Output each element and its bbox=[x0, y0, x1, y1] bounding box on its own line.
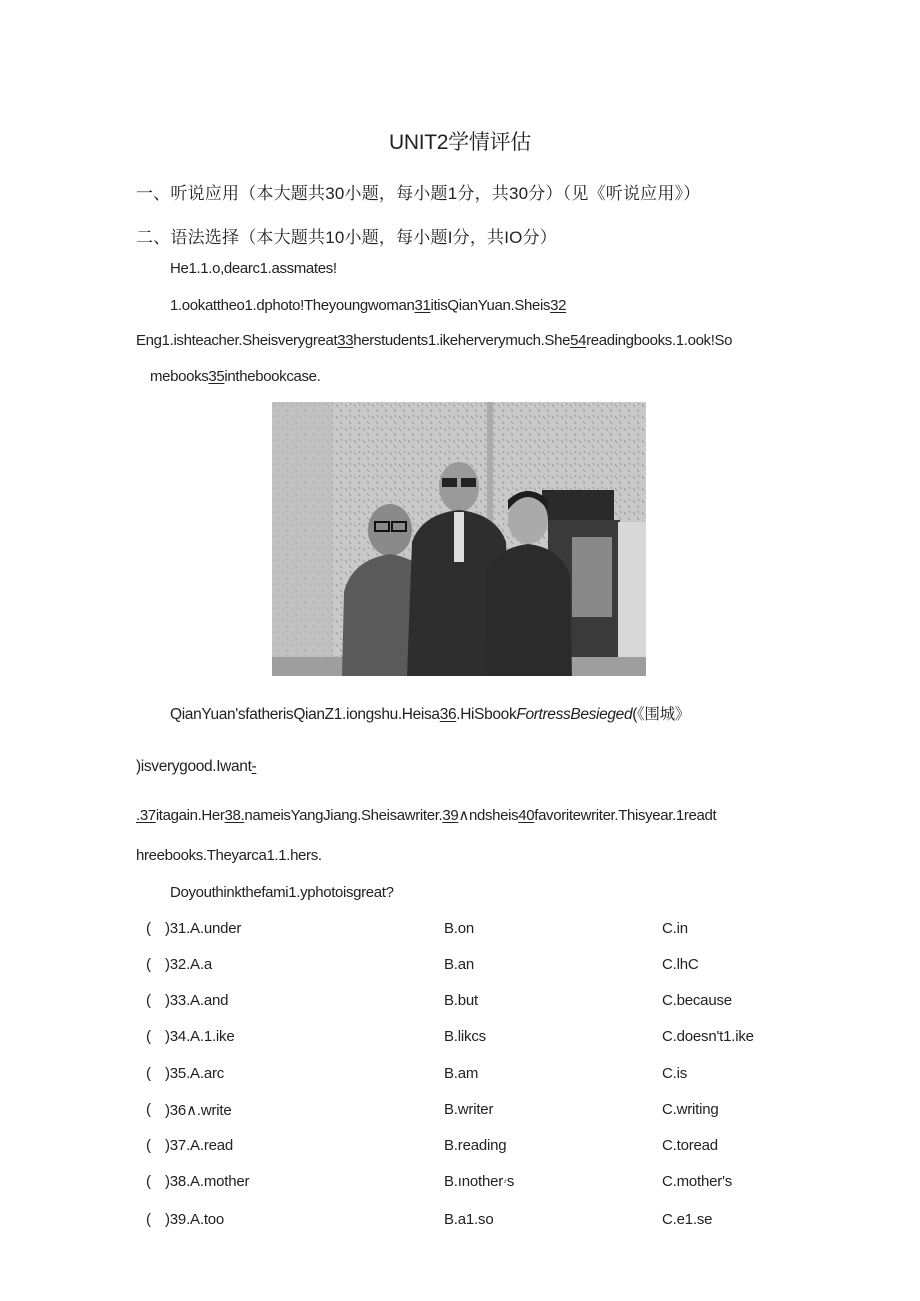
family-photo bbox=[272, 402, 646, 676]
option-b[interactable]: B.a1.so bbox=[444, 1211, 494, 1228]
option-c[interactable]: C.writing bbox=[662, 1101, 719, 1118]
passage-greeting: He1.1.o,dearc1.assmates! bbox=[170, 260, 337, 277]
option-a[interactable]: )38.A.mother bbox=[165, 1173, 250, 1190]
option-b[interactable]: B.reading bbox=[444, 1137, 507, 1154]
passage-line: hreebooks.Theyarca1.1.hers. bbox=[136, 847, 322, 864]
option-a[interactable]: )39.A.too bbox=[165, 1211, 225, 1228]
answer-paren[interactable]: ( bbox=[146, 992, 151, 1009]
section-listening-heading: 一、听说应用（本大题共30小题，每小题1分，共30分）（见《听说应用》） bbox=[136, 184, 701, 203]
passage-text: inthebookcase. bbox=[224, 368, 321, 385]
answer-paren[interactable]: ( bbox=[146, 1211, 151, 1228]
passage-line bbox=[136, 332, 732, 349]
passage-text: mebooks bbox=[150, 368, 209, 385]
answer-paren[interactable]: ( bbox=[146, 1028, 151, 1045]
answer-paren[interactable]: ( bbox=[146, 1101, 151, 1118]
option-b[interactable]: B.but bbox=[444, 992, 479, 1009]
option-a[interactable]: )33.A.and bbox=[165, 992, 229, 1009]
option-c[interactable]: C.in bbox=[662, 920, 688, 937]
answer-paren[interactable]: ( bbox=[146, 1065, 151, 1082]
passage-text: favoritewriter.Thisyear.1readt bbox=[534, 807, 717, 824]
option-b[interactable]: B.writer bbox=[444, 1101, 494, 1118]
blank-34: 54 bbox=[570, 332, 587, 349]
option-b[interactable]: B.likcs bbox=[444, 1028, 486, 1045]
answer-paren[interactable]: ( bbox=[146, 920, 151, 937]
answer-paren[interactable]: ( bbox=[146, 956, 151, 973]
passage-line bbox=[136, 758, 256, 776]
passage-text: herstudents1.ikeherverymuch.She bbox=[353, 332, 571, 349]
passage-text: .HiSbook bbox=[456, 706, 517, 723]
blank-38: 38. bbox=[224, 807, 245, 824]
option-c[interactable]: C.is bbox=[662, 1065, 688, 1082]
option-b[interactable]: B.an bbox=[444, 956, 475, 973]
blank-39: 39 bbox=[442, 807, 459, 824]
blank-40: 40 bbox=[518, 807, 535, 824]
passage-text: QianYuan'sfatherisQianZ1.iongshu.Heisa bbox=[170, 706, 440, 723]
passage-text: Eng1.ishteacher.Sheisverygreat bbox=[136, 332, 338, 349]
passage-question: Doyouthinkthefami1.yphotoisgreat? bbox=[170, 884, 394, 901]
blank-36: 36 bbox=[439, 706, 457, 723]
passage-text: nameisYangJiang.Sheisawriter. bbox=[244, 807, 443, 824]
blank-37-lead: - bbox=[251, 758, 257, 775]
blank-31: 31 bbox=[414, 297, 431, 314]
option-c[interactable]: C.toread bbox=[662, 1137, 718, 1154]
book-title: FortressBesieged bbox=[516, 706, 633, 723]
answer-paren[interactable]: ( bbox=[146, 1173, 151, 1190]
passage-line bbox=[170, 702, 690, 724]
option-c[interactable]: C.doesn't1.ike bbox=[662, 1028, 754, 1045]
passage-line bbox=[150, 368, 320, 385]
answer-paren[interactable]: ( bbox=[146, 1137, 151, 1154]
section-grammar-heading: 二、语法选择（本大题共10小题，每小题I分，共IO分） bbox=[136, 228, 557, 247]
blank-37: .37 bbox=[136, 807, 156, 824]
option-a[interactable]: )32.A.a bbox=[165, 956, 212, 973]
passage-text: )isverygood.Iwant bbox=[136, 758, 252, 775]
option-c[interactable]: C.e1.se bbox=[662, 1211, 713, 1228]
option-c[interactable]: C.lhC bbox=[662, 956, 699, 973]
page-title: UNIT2学情评估 bbox=[389, 131, 531, 154]
blank-33: 33 bbox=[337, 332, 354, 349]
passage-text: readingbooks.1.ook!So bbox=[586, 332, 733, 349]
passage-text: itisQianYuan.Sheis bbox=[430, 297, 551, 314]
passage-line bbox=[136, 806, 716, 824]
passage-text: itagain.Her bbox=[155, 807, 225, 824]
option-a[interactable]: )34.A.1.ike bbox=[165, 1028, 235, 1045]
option-a[interactable]: )36∧.write bbox=[165, 1102, 232, 1119]
option-c[interactable]: C.mother's bbox=[662, 1173, 733, 1190]
option-b[interactable]: B.on bbox=[444, 920, 475, 937]
option-b[interactable]: B.am bbox=[444, 1065, 479, 1082]
option-a[interactable]: )37.A.read bbox=[165, 1137, 234, 1154]
passage-text: 1.ookattheo1.dphoto!Theyoungwoman bbox=[170, 297, 415, 314]
option-a[interactable]: )31.A.under bbox=[165, 920, 242, 937]
option-b[interactable]: B.ınotherۥs bbox=[444, 1173, 515, 1190]
passage-line bbox=[170, 297, 566, 314]
passage-text: (《围城》 bbox=[632, 706, 690, 723]
option-c[interactable]: C.because bbox=[662, 992, 732, 1009]
passage-text: ∧ndsheis bbox=[458, 807, 519, 824]
option-a[interactable]: )35.A.arc bbox=[165, 1065, 225, 1082]
blank-35: 35 bbox=[208, 368, 225, 385]
blank-32: 32 bbox=[550, 297, 567, 314]
